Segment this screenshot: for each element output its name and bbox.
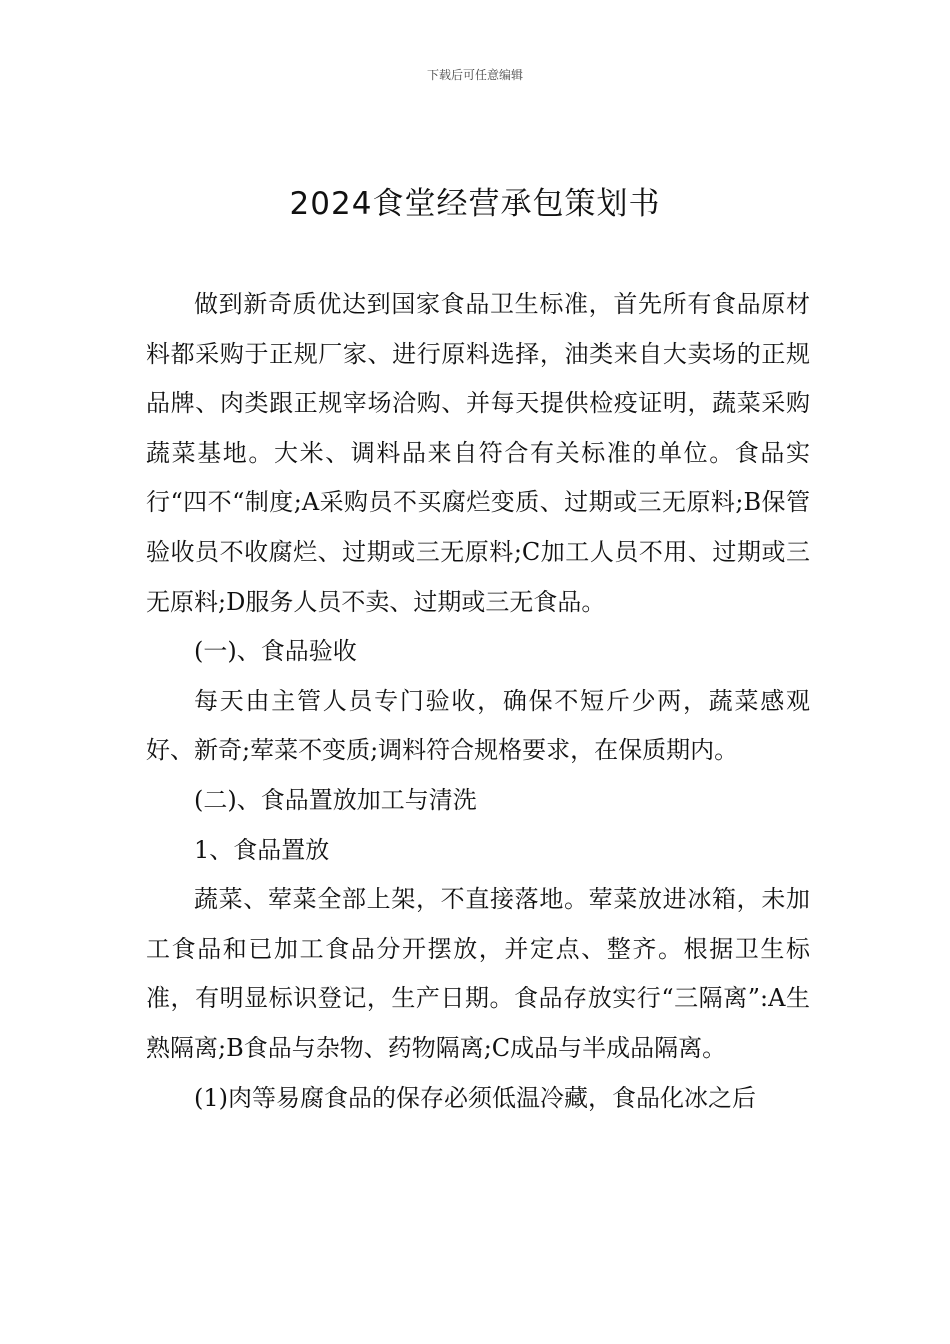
paragraph-intro: 做到新奇质优达到国家食品卫生标准，首先所有食品原材料都采购于正规厂家、进行原料选择，油类来自大卖场的正规品牌、肉类跟正规宰场洽购、并每天提供检疫证明，蔬菜采购蔬菜基地。大米、调料品来自符合有关标准的单位。食品实行“四不“制度;A采购员不买腐烂变质、过期或三无原料;B保管验收员不收腐烂、过期或三无原料;C加工人员不用、过期或三无原料;D服务人员不卖、过期或三无食品。 xyxy=(146,290,810,616)
section-heading-food-storage-processing: (二)、食品置放加工与清洗 xyxy=(194,785,477,814)
paragraph-perishable-storage: (1)肉等易腐食品的保存必须低温冷藏，食品化冰之后 xyxy=(194,1083,756,1112)
page-header-note: 下载后可任意编辑 xyxy=(426,68,523,82)
section-heading-food-inspection: (一)、食品验收 xyxy=(194,637,357,666)
subheading-food-storage: 1、食品置放 xyxy=(194,835,330,864)
document-body xyxy=(146,280,810,1123)
paragraph-storage: 蔬菜、荤菜全部上架，不直接落地。荤菜放进冰箱，未加工食品和已加工食品分开摆放，并定点、整齐。根据卫生标准，有明显标识登记，生产日期。食品存放实行“三隔离”:A生熟隔离;B食品与杂物、药物隔离;C成品与半成品隔离。 xyxy=(146,885,810,1062)
paragraph-inspection: 每天由主管人员专门验收，确保不短斤少两，蔬菜感观好、新奇;荤菜不变质;调料符合规格要求，在保质期内。 xyxy=(146,686,810,765)
document-title: 2024食堂经营承包策划书 xyxy=(289,186,661,222)
